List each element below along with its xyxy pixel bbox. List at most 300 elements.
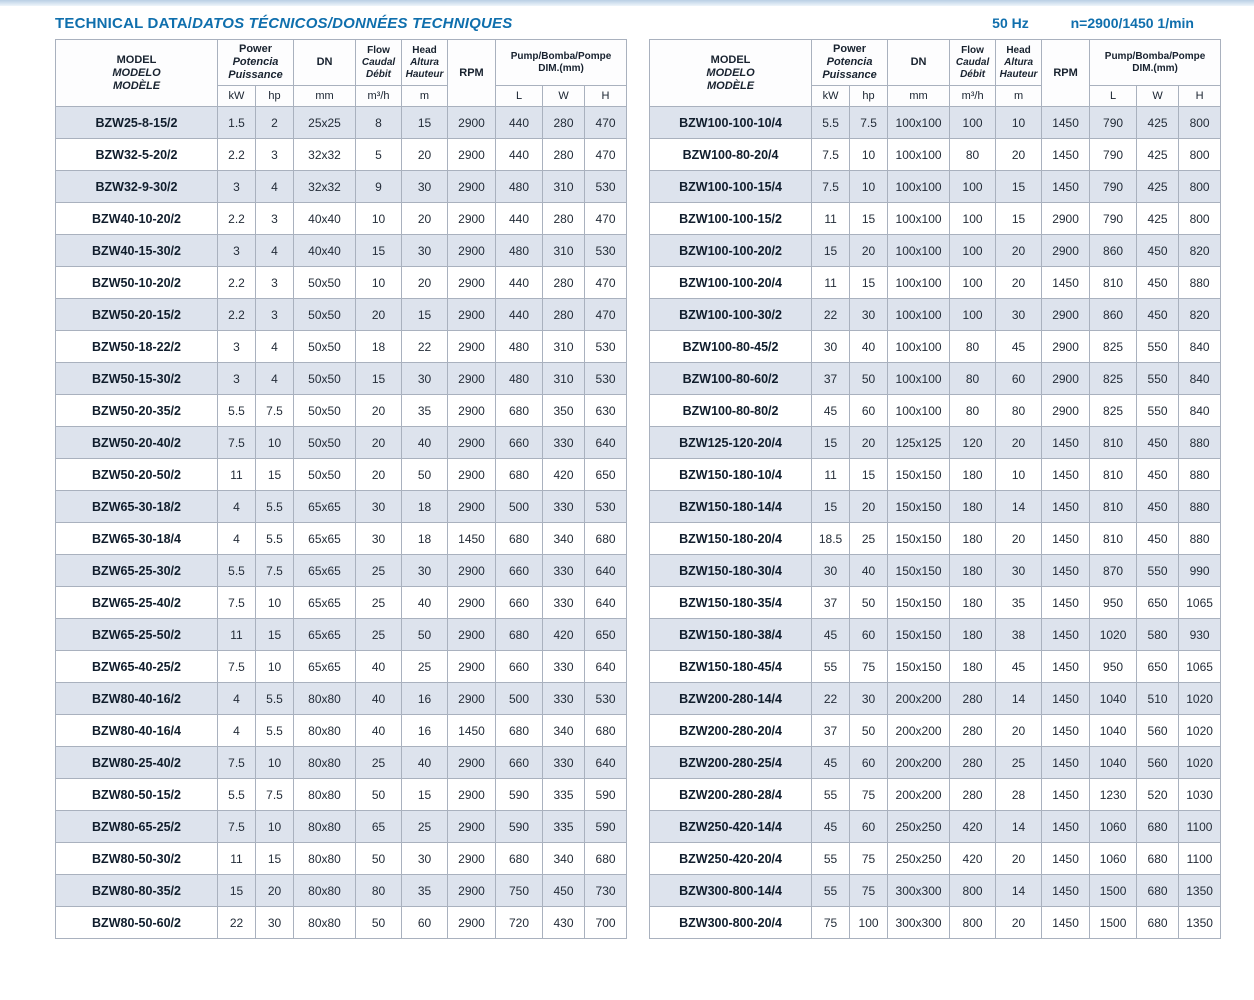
unit-dim-w: W <box>1137 86 1179 107</box>
cell-head: 60 <box>402 907 448 939</box>
table-row <box>650 491 1221 523</box>
cell-head: 25 <box>402 811 448 843</box>
col-header-rpm: RPM <box>448 40 496 107</box>
cell-dim-w: 330 <box>543 427 585 459</box>
cell-flow: 50 <box>356 907 402 939</box>
cell-dim-h: 470 <box>585 203 627 235</box>
unit-hp: hp <box>850 86 888 107</box>
cell-model: BZW50-20-50/2 <box>56 459 218 491</box>
model-label-es: MODELO <box>112 66 161 79</box>
cell-model: BZW100-80-80/2 <box>650 395 812 427</box>
table-row <box>650 171 1221 203</box>
cell-power-kw: 2.2 <box>218 267 256 299</box>
cell-model: BZW200-280-28/4 <box>650 779 812 811</box>
cell-dim-l: 790 <box>1090 171 1137 203</box>
cell-head: 80 <box>996 395 1042 427</box>
table-row <box>56 875 627 907</box>
spec-table-left <box>55 39 627 939</box>
cell-dim-w: 450 <box>1137 299 1179 331</box>
table-row <box>650 427 1221 459</box>
cell-dim-l: 950 <box>1090 587 1137 619</box>
cell-power-hp: 10 <box>256 651 294 683</box>
cell-head: 10 <box>996 459 1042 491</box>
cell-flow: 100 <box>950 235 996 267</box>
cell-dn: 100x100 <box>888 235 950 267</box>
cell-dim-l: 440 <box>496 139 543 171</box>
cell-dn: 150x150 <box>888 619 950 651</box>
model-label-en: MODEL <box>710 53 751 66</box>
cell-dn: 80x80 <box>294 779 356 811</box>
col-header-model <box>56 40 218 107</box>
cell-power-hp: 20 <box>850 235 888 267</box>
col-header-dn <box>294 40 356 86</box>
cell-dn: 65x65 <box>294 587 356 619</box>
cell-head: 20 <box>996 427 1042 459</box>
cell-rpm: 2900 <box>1042 203 1090 235</box>
cell-dim-l: 810 <box>1090 267 1137 299</box>
cell-rpm: 1450 <box>448 523 496 555</box>
power-label-en: Power <box>833 43 867 55</box>
cell-head: 20 <box>996 139 1042 171</box>
col-header-power <box>218 40 294 86</box>
cell-dim-h: 590 <box>585 811 627 843</box>
cell-head: 40 <box>402 747 448 779</box>
cell-head: 22 <box>402 331 448 363</box>
unit-mm: mm <box>888 86 950 107</box>
cell-dim-h: 530 <box>585 683 627 715</box>
cell-rpm: 2900 <box>448 299 496 331</box>
cell-head: 20 <box>402 203 448 235</box>
cell-power-kw: 55 <box>812 875 850 907</box>
col-header-power <box>812 40 888 86</box>
cell-model: BZW80-40-16/4 <box>56 715 218 747</box>
col-header-rpm: RPM <box>1042 40 1090 107</box>
cell-power-kw: 7.5 <box>812 139 850 171</box>
flow-label-es: Caudal <box>955 56 990 68</box>
cell-flow: 180 <box>950 651 996 683</box>
cell-dim-w: 340 <box>543 843 585 875</box>
cell-dim-h: 840 <box>1179 363 1221 395</box>
table-row <box>56 619 627 651</box>
cell-dim-h: 1350 <box>1179 875 1221 907</box>
cell-flow: 25 <box>356 587 402 619</box>
power-label-en: Power <box>239 43 273 55</box>
cell-dn: 25x25 <box>294 107 356 139</box>
cell-head: 15 <box>996 203 1042 235</box>
cell-dn: 50x50 <box>294 299 356 331</box>
cell-flow: 280 <box>950 683 996 715</box>
cell-rpm: 1450 <box>1042 779 1090 811</box>
cell-power-hp: 10 <box>256 747 294 779</box>
unit-m: m <box>996 86 1042 107</box>
cell-dim-w: 330 <box>543 555 585 587</box>
cell-flow: 50 <box>356 843 402 875</box>
col-header-flow <box>950 40 996 86</box>
cell-head: 35 <box>402 875 448 907</box>
power-label-fr: Puissance <box>228 69 283 81</box>
table-row <box>56 235 627 267</box>
cell-model: BZW32-9-30/2 <box>56 171 218 203</box>
cell-power-kw: 3 <box>218 235 256 267</box>
cell-dn: 300x300 <box>888 875 950 907</box>
cell-model: BZW65-40-25/2 <box>56 651 218 683</box>
cell-model: BZW150-180-14/4 <box>650 491 812 523</box>
cell-dim-l: 750 <box>496 875 543 907</box>
cell-flow: 15 <box>356 235 402 267</box>
cell-power-kw: 2.2 <box>218 139 256 171</box>
cell-flow: 100 <box>950 299 996 331</box>
cell-power-hp: 5.5 <box>256 715 294 747</box>
cell-dim-w: 510 <box>1137 683 1179 715</box>
cell-rpm: 1450 <box>1042 651 1090 683</box>
unit-dim-h: H <box>585 86 627 107</box>
cell-dn: 50x50 <box>294 267 356 299</box>
cell-rpm: 2900 <box>448 651 496 683</box>
cell-dim-w: 425 <box>1137 171 1179 203</box>
cell-model: BZW50-18-22/2 <box>56 331 218 363</box>
cell-dn: 65x65 <box>294 619 356 651</box>
table-row <box>56 299 627 331</box>
cell-head: 30 <box>996 299 1042 331</box>
cell-flow: 280 <box>950 747 996 779</box>
cell-model: BZW200-280-20/4 <box>650 715 812 747</box>
cell-head: 35 <box>402 395 448 427</box>
model-label-en: MODEL <box>116 53 157 66</box>
cell-power-hp: 50 <box>850 587 888 619</box>
cell-model: BZW80-80-35/2 <box>56 875 218 907</box>
cell-rpm: 2900 <box>448 555 496 587</box>
cell-dim-h: 470 <box>585 107 627 139</box>
col-header-model <box>650 40 812 107</box>
cell-power-hp: 4 <box>256 331 294 363</box>
cell-power-hp: 5.5 <box>256 683 294 715</box>
cell-dim-w: 340 <box>543 715 585 747</box>
cell-model: BZW100-100-20/4 <box>650 267 812 299</box>
cell-dim-w: 310 <box>543 331 585 363</box>
cell-flow: 25 <box>356 747 402 779</box>
cell-model: BZW100-100-15/2 <box>650 203 812 235</box>
cell-rpm: 2900 <box>448 331 496 363</box>
unit-kw: kW <box>218 86 256 107</box>
spec-table-right <box>649 39 1221 939</box>
model-label-es: MODELO <box>706 66 755 79</box>
cell-head: 16 <box>402 715 448 747</box>
cell-dim-h: 640 <box>585 587 627 619</box>
cell-dim-l: 810 <box>1090 427 1137 459</box>
cell-model: BZW50-10-20/2 <box>56 267 218 299</box>
table-row <box>650 331 1221 363</box>
cell-dim-w: 450 <box>1137 427 1179 459</box>
cell-dn: 32x32 <box>294 139 356 171</box>
cell-power-hp: 5.5 <box>256 523 294 555</box>
cell-dim-l: 480 <box>496 363 543 395</box>
cell-dim-w: 420 <box>543 459 585 491</box>
cell-power-kw: 45 <box>812 747 850 779</box>
cell-power-hp: 2 <box>256 107 294 139</box>
table-row <box>650 107 1221 139</box>
cell-dim-h: 1065 <box>1179 587 1221 619</box>
dim-label-line1: Pump/Bomba/Pompe <box>510 50 612 62</box>
table-row <box>56 907 627 939</box>
cell-flow: 100 <box>950 107 996 139</box>
cell-flow: 180 <box>950 523 996 555</box>
cell-dim-w: 650 <box>1137 651 1179 683</box>
cell-dim-w: 280 <box>543 203 585 235</box>
table-row <box>650 555 1221 587</box>
cell-dim-w: 350 <box>543 395 585 427</box>
flow-label-en: Flow <box>367 44 390 56</box>
cell-head: 20 <box>996 715 1042 747</box>
cell-model: BZW50-15-30/2 <box>56 363 218 395</box>
cell-flow: 100 <box>950 203 996 235</box>
cell-dn: 100x100 <box>888 363 950 395</box>
unit-m3h: m³/h <box>950 86 996 107</box>
cell-dim-w: 330 <box>543 491 585 523</box>
flow-label-fr: Débit <box>960 68 986 80</box>
cell-dim-h: 640 <box>585 427 627 459</box>
cell-dim-h: 680 <box>585 523 627 555</box>
cell-dim-l: 440 <box>496 299 543 331</box>
cell-power-kw: 7.5 <box>218 651 256 683</box>
table-row <box>56 843 627 875</box>
cell-dim-h: 820 <box>1179 299 1221 331</box>
cell-rpm: 2900 <box>448 843 496 875</box>
cell-dim-l: 660 <box>496 747 543 779</box>
cell-flow: 30 <box>356 491 402 523</box>
cell-dn: 150x150 <box>888 491 950 523</box>
cell-rpm: 2900 <box>1042 395 1090 427</box>
head-label-en: Head <box>1006 44 1031 56</box>
cell-power-hp: 4 <box>256 363 294 395</box>
cell-dim-l: 1040 <box>1090 747 1137 779</box>
cell-dim-l: 680 <box>496 523 543 555</box>
cell-power-hp: 15 <box>256 459 294 491</box>
cell-power-hp: 30 <box>850 299 888 331</box>
cell-power-kw: 22 <box>812 299 850 331</box>
cell-flow: 800 <box>950 907 996 939</box>
cell-model: BZW80-40-16/2 <box>56 683 218 715</box>
cell-dim-w: 420 <box>543 619 585 651</box>
cell-dim-h: 840 <box>1179 331 1221 363</box>
cell-head: 15 <box>402 107 448 139</box>
table-body-left <box>56 107 627 939</box>
col-header-head <box>402 40 448 86</box>
cell-flow: 120 <box>950 427 996 459</box>
flow-label-fr: Débit <box>366 68 392 80</box>
cell-dim-l: 440 <box>496 107 543 139</box>
unit-dim-w: W <box>543 86 585 107</box>
cell-flow: 280 <box>950 715 996 747</box>
cell-dim-w: 560 <box>1137 747 1179 779</box>
table-row <box>650 395 1221 427</box>
cell-power-kw: 37 <box>812 363 850 395</box>
cell-model: BZW50-20-40/2 <box>56 427 218 459</box>
cell-model: BZW300-800-14/4 <box>650 875 812 907</box>
cell-dim-l: 590 <box>496 779 543 811</box>
cell-head: 20 <box>402 139 448 171</box>
cell-model: BZW25-8-15/2 <box>56 107 218 139</box>
cell-flow: 10 <box>356 267 402 299</box>
cell-flow: 100 <box>950 171 996 203</box>
cell-dim-l: 825 <box>1090 363 1137 395</box>
dim-label-line2: DIM.(mm) <box>538 62 584 74</box>
cell-dim-w: 425 <box>1137 139 1179 171</box>
cell-dim-h: 930 <box>1179 619 1221 651</box>
cell-rpm: 1450 <box>1042 555 1090 587</box>
table-row <box>56 811 627 843</box>
unit-hp: hp <box>256 86 294 107</box>
cell-dim-h: 880 <box>1179 459 1221 491</box>
cell-power-kw: 15 <box>812 491 850 523</box>
cell-rpm: 2900 <box>448 587 496 619</box>
cell-dim-h: 1030 <box>1179 779 1221 811</box>
cell-flow: 80 <box>356 875 402 907</box>
cell-dim-l: 860 <box>1090 235 1137 267</box>
cell-dim-l: 790 <box>1090 107 1137 139</box>
cell-power-hp: 15 <box>850 459 888 491</box>
cell-flow: 10 <box>356 203 402 235</box>
cell-dim-w: 425 <box>1137 107 1179 139</box>
dim-label-line1: Pump/Bomba/Pompe <box>1104 50 1206 62</box>
cell-model: BZW80-25-40/2 <box>56 747 218 779</box>
cell-head: 14 <box>996 875 1042 907</box>
cell-flow: 80 <box>950 363 996 395</box>
cell-power-hp: 20 <box>850 491 888 523</box>
cell-dim-w: 330 <box>543 587 585 619</box>
cell-model: BZW150-180-20/4 <box>650 523 812 555</box>
cell-dim-l: 860 <box>1090 299 1137 331</box>
cell-head: 20 <box>996 267 1042 299</box>
cell-rpm: 2900 <box>1042 235 1090 267</box>
cell-head: 45 <box>996 651 1042 683</box>
cell-model: BZW100-80-45/2 <box>650 331 812 363</box>
cell-dn: 65x65 <box>294 555 356 587</box>
cell-dim-w: 430 <box>543 907 585 939</box>
cell-power-hp: 40 <box>850 555 888 587</box>
table-row <box>56 139 627 171</box>
cell-dim-w: 550 <box>1137 331 1179 363</box>
cell-dim-h: 880 <box>1179 267 1221 299</box>
cell-dim-w: 280 <box>543 299 585 331</box>
cell-power-hp: 40 <box>850 331 888 363</box>
cell-rpm: 2900 <box>448 427 496 459</box>
cell-dim-h: 530 <box>585 491 627 523</box>
cell-dim-w: 335 <box>543 811 585 843</box>
cell-dn: 150x150 <box>888 651 950 683</box>
cell-rpm: 1450 <box>1042 715 1090 747</box>
cell-model: BZW80-50-30/2 <box>56 843 218 875</box>
cell-power-hp: 3 <box>256 267 294 299</box>
cell-dim-h: 880 <box>1179 523 1221 555</box>
cell-rpm: 1450 <box>1042 491 1090 523</box>
cell-dn: 100x100 <box>888 107 950 139</box>
cell-flow: 800 <box>950 875 996 907</box>
cell-power-hp: 25 <box>850 523 888 555</box>
cell-power-kw: 7.5 <box>218 587 256 619</box>
cell-dn: 40x40 <box>294 203 356 235</box>
power-label-fr: Puissance <box>822 69 877 81</box>
page-title <box>55 15 512 32</box>
cell-dn: 200x200 <box>888 683 950 715</box>
cell-model: BZW125-120-20/4 <box>650 427 812 459</box>
page-title-main: TECHNICAL DATA/ <box>55 15 193 32</box>
cell-power-hp: 30 <box>850 683 888 715</box>
cell-dn: 100x100 <box>888 267 950 299</box>
cell-dim-h: 470 <box>585 267 627 299</box>
cell-dim-l: 790 <box>1090 139 1137 171</box>
head-label-fr: Hauteur <box>405 68 444 80</box>
cell-power-hp: 20 <box>850 427 888 459</box>
cell-dn: 250x250 <box>888 843 950 875</box>
cell-model: BZW50-20-15/2 <box>56 299 218 331</box>
cell-dim-w: 450 <box>1137 491 1179 523</box>
table-row <box>56 171 627 203</box>
cell-power-hp: 10 <box>850 171 888 203</box>
cell-rpm: 1450 <box>1042 267 1090 299</box>
unit-m: m <box>402 86 448 107</box>
col-header-dn <box>888 40 950 86</box>
cell-dim-l: 480 <box>496 331 543 363</box>
cell-dn: 150x150 <box>888 555 950 587</box>
cell-head: 14 <box>996 491 1042 523</box>
cell-dim-h: 650 <box>585 619 627 651</box>
table-row <box>56 587 627 619</box>
table-row <box>650 139 1221 171</box>
cell-model: BZW65-25-50/2 <box>56 619 218 651</box>
cell-rpm: 2900 <box>448 619 496 651</box>
cell-head: 30 <box>402 555 448 587</box>
cell-head: 30 <box>402 363 448 395</box>
cell-dn: 50x50 <box>294 331 356 363</box>
cell-rpm: 1450 <box>1042 747 1090 779</box>
table-header <box>650 40 1221 107</box>
page-title-intl: DATOS TÉCNICOS/DONNÉES TECHNIQUES <box>192 15 513 32</box>
cell-power-hp: 100 <box>850 907 888 939</box>
cell-dim-l: 680 <box>496 715 543 747</box>
table-row <box>650 459 1221 491</box>
frequency-label: 50 Hz <box>992 15 1029 31</box>
cell-model: BZW100-100-30/2 <box>650 299 812 331</box>
cell-dn: 80x80 <box>294 715 356 747</box>
dn-label: DN <box>316 56 333 68</box>
tables-container <box>0 39 1254 939</box>
col-header-flow <box>356 40 402 86</box>
cell-power-kw: 4 <box>218 523 256 555</box>
cell-dim-l: 660 <box>496 555 543 587</box>
cell-power-kw: 22 <box>218 907 256 939</box>
table-row <box>56 459 627 491</box>
cell-flow: 30 <box>356 523 402 555</box>
cell-dim-l: 720 <box>496 907 543 939</box>
table-row <box>650 235 1221 267</box>
cell-model: BZW250-420-20/4 <box>650 843 812 875</box>
table-row <box>56 523 627 555</box>
cell-dim-h: 640 <box>585 555 627 587</box>
cell-head: 15 <box>996 171 1042 203</box>
cell-power-kw: 3 <box>218 331 256 363</box>
cell-rpm: 2900 <box>1042 363 1090 395</box>
cell-dim-l: 790 <box>1090 203 1137 235</box>
cell-flow: 280 <box>950 779 996 811</box>
cell-dim-l: 810 <box>1090 491 1137 523</box>
table-row <box>56 331 627 363</box>
cell-head: 20 <box>996 523 1042 555</box>
cell-power-hp: 4 <box>256 235 294 267</box>
cell-dn: 50x50 <box>294 395 356 427</box>
cell-flow: 50 <box>356 779 402 811</box>
table-row <box>56 107 627 139</box>
cell-dim-w: 450 <box>1137 523 1179 555</box>
